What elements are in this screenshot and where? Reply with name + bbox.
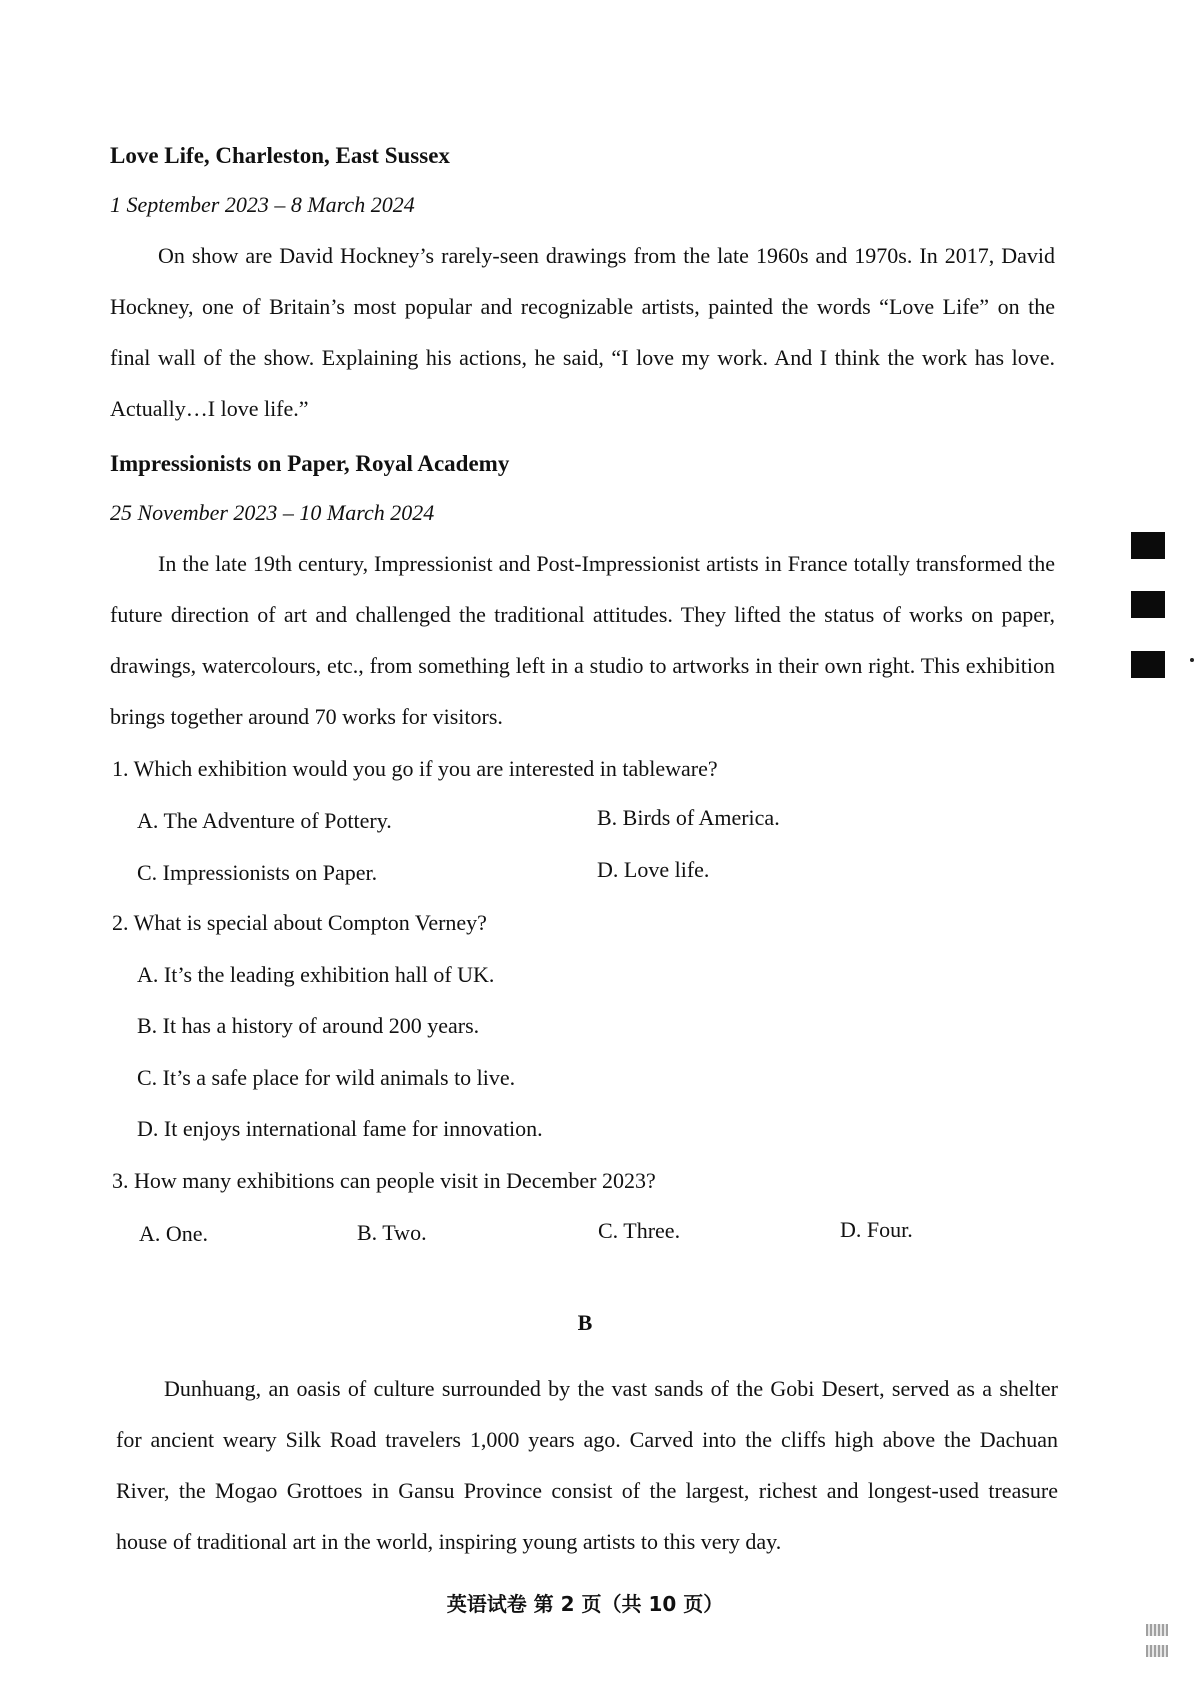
scan-marker-1	[1131, 532, 1165, 559]
exhibit-description-love-life: On show are David Hockney’s rarely-seen drawings from the late 1960s and 1970s. In 2017, David Hockney, one of Britain’s most popular and recognizable artists, painted the words “Love Life” on the final wall of the show. Explaining his actions, he said, “I love my work. And I think the work has love. Actually…I love life.”	[110, 243, 1055, 421]
question-1-stem: 1. Which exhibition would you go if you are interested in tableware?	[112, 756, 718, 781]
page-footer: 英语试卷 第 2 页（共 10 页）	[446, 1592, 724, 1616]
question-2-option-a: A. It’s the leading exhibition hall of UK.	[137, 962, 495, 987]
section-b-passage: Dunhuang, an oasis of culture surrounded by the vast sands of the Gobi Desert, served as a shelter for ancient weary Silk Road travelers 1,000 years ago. Carved into the cliffs high above the Dachuan River, the Mogao Grottoes in Gansu Province consist of the largest, richest and longest-used treasure house of traditional art in the world, inspiring young artists to this very day.	[116, 1376, 1058, 1554]
question-1-option-c: C. Impressionists on Paper.	[137, 860, 378, 885]
scan-dot	[1190, 658, 1194, 662]
question-1-option-b: B. Birds of America.	[597, 805, 780, 830]
question-3-option-d: D. Four.	[840, 1217, 913, 1242]
question-2-stem: 2. What is special about Compton Verney?	[112, 910, 487, 935]
exhibit-description-impressionists: In the late 19th century, Impressionist and Post-Impressionist artists in France totally transformed the future direction of art and challenged the traditional attitudes. They lifted the status of works on paper, drawings, watercolours, etc., from something left in a studio to artworks in their own right. This exhibition brings together around 70 works for visitors.	[110, 551, 1055, 729]
question-1-option-d: D. Love life.	[597, 857, 710, 882]
scan-marker-2	[1131, 591, 1165, 618]
exhibit-title-love-life: Love Life, Charleston, East Sussex	[110, 143, 450, 168]
question-2-option-b: B. It has a history of around 200 years.	[137, 1013, 480, 1038]
exhibit-date-impressionists: 25 November 2023 – 10 March 2024	[110, 500, 435, 525]
question-3-option-a: A. One.	[139, 1221, 209, 1246]
question-1-option-a: A. The Adventure of Pottery.	[137, 808, 392, 833]
question-3-stem: 3. How many exhibitions can people visit in December 2023?	[112, 1168, 656, 1193]
scan-marker-3	[1131, 651, 1165, 678]
question-2-option-c: C. It’s a safe place for wild animals to live.	[137, 1065, 516, 1090]
question-2-option-d: D. It enjoys international fame for innovation.	[137, 1116, 543, 1141]
exhibit-date-love-life: 1 September 2023 – 8 March 2024	[110, 192, 415, 217]
scan-code-mark-2	[1146, 1645, 1168, 1657]
question-3-option-c: C. Three.	[598, 1218, 681, 1243]
exhibit-title-impressionists: Impressionists on Paper, Royal Academy	[110, 451, 510, 476]
question-3-option-b: B. Two.	[357, 1220, 427, 1245]
scan-code-mark-1	[1146, 1624, 1168, 1636]
section-b-label: B	[577, 1310, 593, 1335]
